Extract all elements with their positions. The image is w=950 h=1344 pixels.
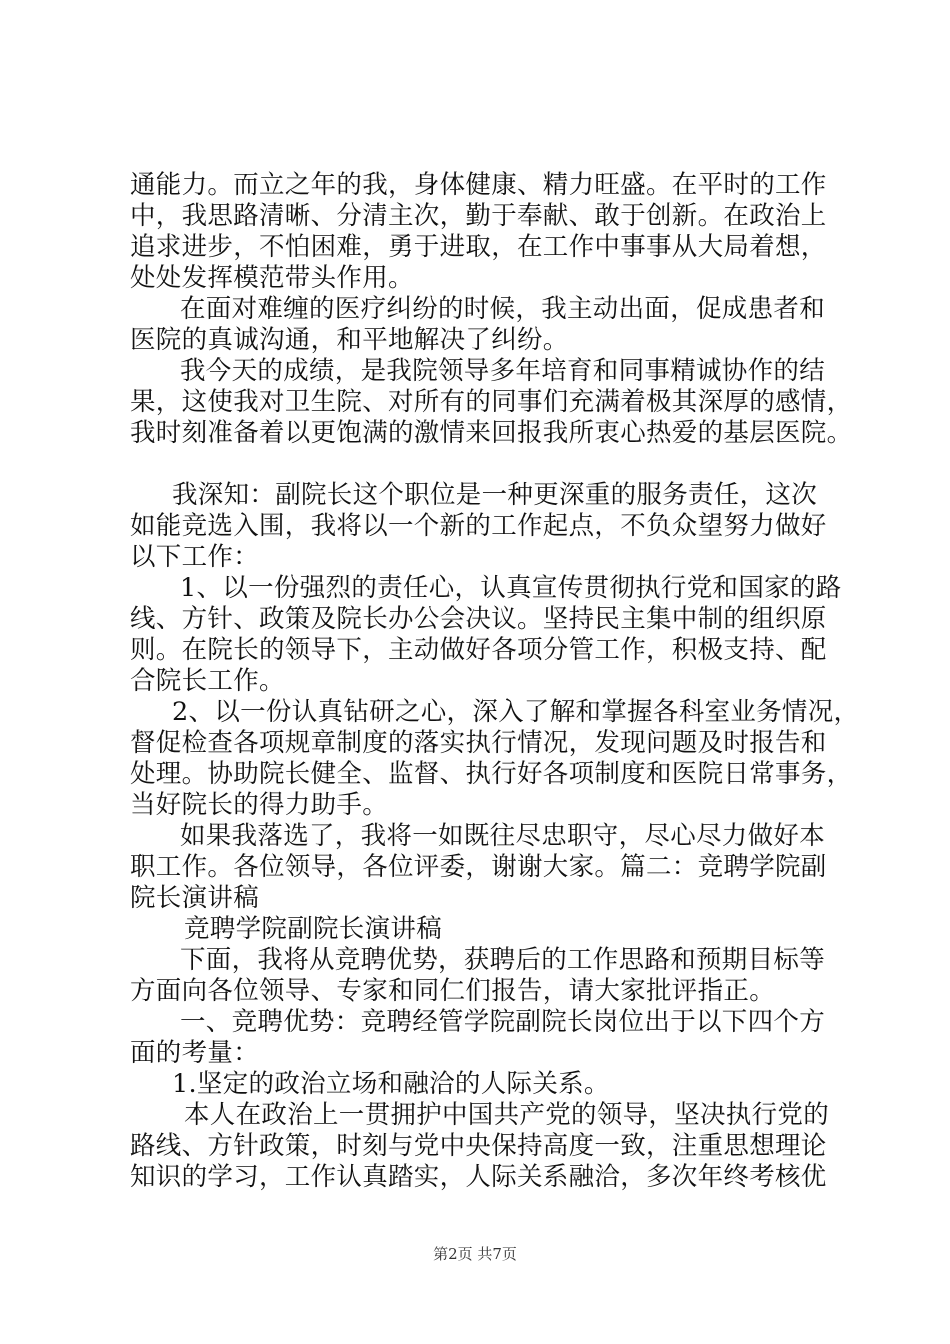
text-line: 则。在院长的领导下，主动做好各项分管工作，积极支持、配 [130,635,827,665]
text-line: 医院的真诚沟通，和平地解决了纠纷。 [130,325,569,355]
text-line: 我时刻准备着以更饱满的激情来回报我所衷心热爱的基层医院。 [130,418,853,448]
text-line: 果，这使我对卫生院、对所有的同事们充满着极其深厚的感情， [130,387,853,417]
text-line: 职工作。各位领导，各位评委，谢谢大家。篇二：竞聘学院副 [130,852,827,882]
paragraph-gap [130,449,830,480]
text-line: 通能力。而立之年的我，身体健康、精力旺盛。在平时的工作 [130,170,827,200]
text-line: 以下工作： [130,542,260,572]
text-line: 如果我落选了，我将一如既往尽忠职守，尽心尽力做好本 [180,821,826,851]
text-line: 知识的学习，工作认真踏实，人际关系融洽，多次年终考核优 [130,1162,827,1192]
text-line: 在面对难缠的医疗纠纷的时候，我主动出面，促成患者和 [180,294,826,324]
text-line: 路线、方针政策，时刻与党中央保持高度一致，注重思想理论 [130,1131,827,1161]
document-body [130,170,860,1193]
text-line: 本人在政治上一贯拥护中国共产党的领导，坚决执行党的 [184,1100,830,1130]
text-line: 中，我思路清晰、分清主次，勤于奉献、敢于创新。在政治上 [130,201,827,231]
text-line: 面的考量： [130,1038,260,1068]
text-line: 院长演讲稿 [130,883,260,913]
text-line: 合院长工作。 [130,666,285,696]
text-line: 方面向各位领导、专家和同仁们报告，请大家批评指正。 [130,976,776,1006]
page-number-footer: 第2页 共7页 [433,1245,517,1263]
text-line: 1.坚定的政治立场和融洽的人际关系。 [172,1069,610,1099]
text-line: 线、方针、政策及院长办公会决议。坚持民主集中制的组织原 [130,604,827,634]
text-line: 我今天的成绩，是我院领导多年培育和同事精诚协作的结 [180,356,826,386]
text-line: 1、以一份强烈的责任心，认真宣传贯彻执行党和国家的路 [180,573,842,603]
text-line: 追求进步，不怕困难，勇于进取，在工作中事事从大局着想， [130,232,827,262]
text-line: 督促检查各项规章制度的落实执行情况，发现问题及时报告和 [130,728,827,758]
text-line: 一、竞聘优势：竞聘经管学院副院长岗位出于以下四个方 [180,1007,826,1037]
text-line: 处理。协助院长健全、监督、执行好各项制度和医院日常事务， [130,759,853,789]
text-line: 如能竞选入围，我将以一个新的工作起点，不负众望努力做好 [130,511,827,541]
text-line: 处处发挥模范带头作用。 [130,263,414,293]
text-line: 竞聘学院副院长演讲稿 [184,914,443,944]
text-line: 2、以一份认真钻研之心，深入了解和掌握各科室业务情况， [172,697,860,727]
text-line: 下面，我将从竞聘优势，获聘后的工作思路和预期目标等 [180,945,826,975]
text-line: 我深知：副院长这个职位是一种更深重的服务责任，这次 [172,480,818,510]
text-line: 当好院长的得力助手。 [130,790,389,820]
